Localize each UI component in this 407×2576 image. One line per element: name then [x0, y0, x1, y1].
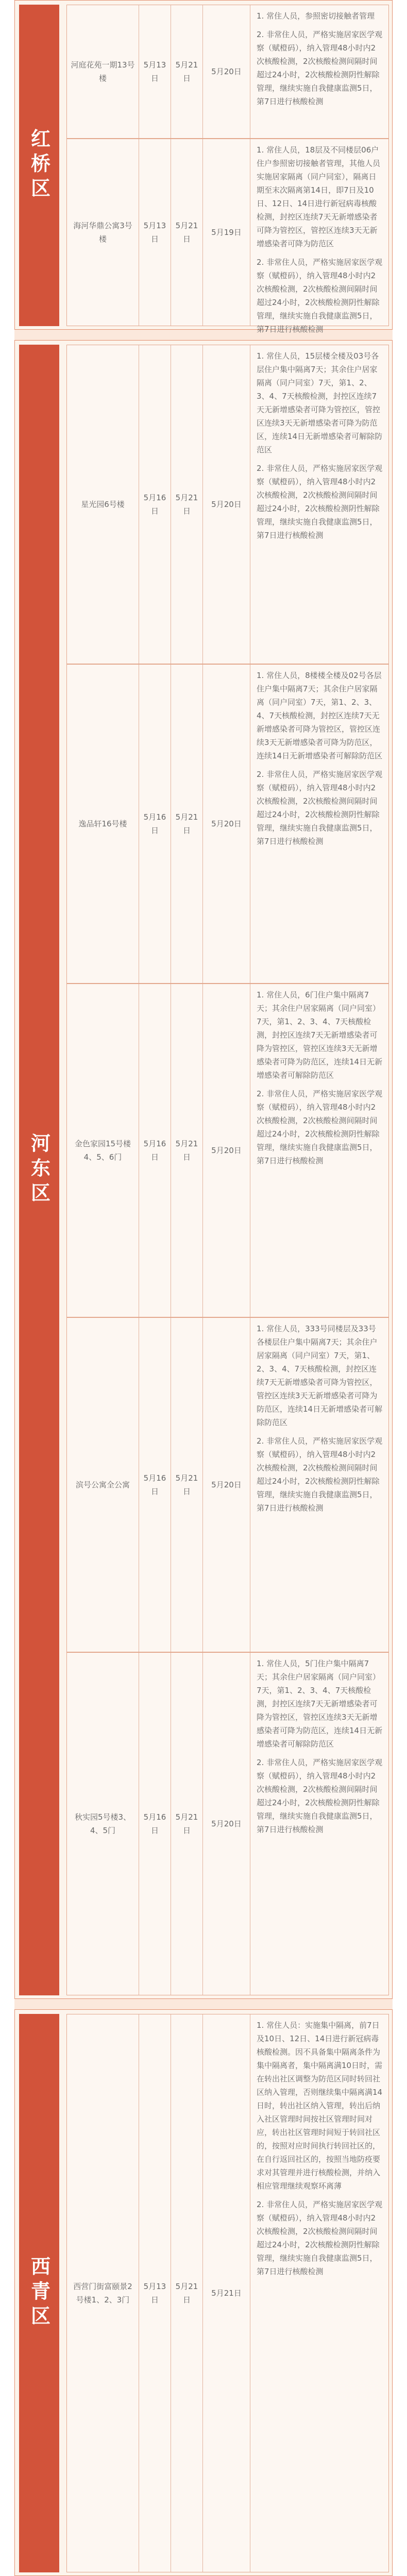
address-cell: 西营门街富颐景2号楼1、2、3门 [67, 2014, 139, 2572]
date-cell: 5月21日 [171, 1653, 203, 1995]
address-cell: 金色家园15号楼4、5、6门 [67, 984, 139, 1317]
measure-text: 2. 非常住人员，严格实施居家医学观察（赋橙码），纳入管理48小时内2次核酸检测，2次核酸检测间隔时间超过24小时，2次核酸检测阴性解除管理，继续实施自我健康监测5日，第7日进行核酸检测 [257, 1089, 383, 1165]
table-row [66, 345, 389, 664]
measures-cell [250, 1318, 389, 1652]
date-cell: 5月21日 [171, 5, 203, 138]
address-cell: 星光园6号楼 [67, 345, 139, 664]
date-cell: 5月13日 [139, 5, 171, 138]
table-frame [14, 0, 393, 2576]
measure-text: 1. 常住人员，5门住户集中隔离7天；其余住户居家隔离（同户同室）7天，第1、2、3、4、7天核酸检测，封控区连续7天无新增感染者可降为管控区，管控区连续3天无新增感染者可降为防范区，连续14日无新增感染者可解除防范区 [257, 1659, 383, 1749]
district-label: 红桥区 [19, 5, 59, 326]
measures-cell [250, 984, 389, 1317]
date-cell: 5月20日 [203, 1318, 250, 1652]
district-label: 西青区 [19, 2014, 59, 2572]
address-cell: 滨号公寓全公寓 [67, 1318, 139, 1652]
district-label: 河东区 [19, 345, 59, 1995]
date-cell: 5月16日 [139, 345, 171, 664]
measures-cell [250, 1653, 389, 1995]
measures-cell [250, 345, 389, 664]
table-row [66, 1652, 389, 1995]
date-cell: 5月21日 [171, 665, 203, 983]
measure-text: 2. 非常住人员，严格实施居家医学观察（赋橙码），纳入管理48小时内2次核酸检测，2次核酸检测间隔时间超过24小时，2次核酸检测阴性解除管理，继续实施自我健康监测5日，第7日进行核酸检测 [257, 464, 383, 540]
measure-text: 1. 常住人员，6门住户集中隔离7天；其余住户居家隔离（同户同室）7天，第1、2、3、4、7天核酸检测，封控区连续7天无新增感染者可降为管控区，管控区连续3天无新增感染者可降为防范区，连续14日无新增感染者可解除防范区 [257, 990, 383, 1080]
table-row [66, 2014, 389, 2572]
measure-text: 1. 常住人员，参照密切接触者管理 [257, 11, 375, 21]
date-cell: 5月16日 [139, 1318, 171, 1652]
measures-cell [250, 665, 389, 983]
date-cell: 5月16日 [139, 665, 171, 983]
date-cell: 5月20日 [203, 5, 250, 138]
date-cell: 5月21日 [171, 2014, 203, 2572]
table-row [66, 5, 389, 139]
date-cell: 5月16日 [139, 1653, 171, 1995]
district-section [14, 2009, 393, 2576]
address-cell: 逸品轩16号楼 [67, 665, 139, 983]
date-cell: 5月21日 [171, 1318, 203, 1652]
date-cell: 5月13日 [139, 2014, 171, 2572]
measure-text: 1. 常住人员，18层及不同楼层06户住户参照密切接触者管理，其他人员实施居家隔离（同户同室），隔离日期至末次隔离第14日，即7日及10日、12日、14日进行新冠病毒核酸检测，封控区连续7天无新增感染者可降为管控区，管控区连续3天无新增感染者可降为防范区 [257, 145, 381, 248]
date-cell: 5月16日 [139, 984, 171, 1317]
date-cell: 5月13日 [139, 139, 171, 326]
district-section [14, 340, 393, 1999]
table-row [66, 664, 389, 984]
measure-text: 2. 非常住人员，严格实施居家医学观察（赋橙码），纳入管理48小时内2次核酸检测，2次核酸检测间隔时间超过24小时，2次核酸检测阴性解除管理，继续实施自我健康监测5日，第7日进行核酸检测 [257, 1758, 383, 1834]
measure-text: 2. 非常住人员，严格实施居家医学观察（赋橙码），纳入管理48小时内2次核酸检测，2次核酸检测间隔时间超过24小时，2次核酸检测阴性解除管理，继续实施自我健康监测5日，第7日进行核酸检测 [257, 258, 383, 334]
table-row [66, 1317, 389, 1652]
measure-text: 2. 非常住人员，严格实施居家医学观察（赋橙码），纳入管理48小时内2次核酸检测，2次核酸检测间隔时间超过24小时，2次核酸检测阴性解除管理，继续实施自我健康监测5日，第7日进行核酸检测 [257, 30, 383, 106]
measure-text: 2. 非常住人员，严格实施居家医学观察（赋橙码），纳入管理48小时内2次核酸检测，2次核酸检测间隔时间超过24小时，2次核酸检测阴性解除管理，继续实施自我健康监测5日，第7日进行核酸检测 [257, 2200, 383, 2276]
date-cell: 5月20日 [203, 665, 250, 983]
date-cell: 5月19日 [203, 139, 250, 326]
date-cell: 5月20日 [203, 1653, 250, 1995]
date-cell: 5月21日 [171, 345, 203, 664]
date-cell: 5月20日 [203, 984, 250, 1317]
measures-cell [250, 2014, 389, 2572]
measure-text: 1. 常住人员，8楼楼全楼及02号各层住户集中隔离7天；其余住户居家隔离（同户同室）7天，第1、2、3、4、7天核酸检测，封控区连续7天无新增感染者可降为管控区，管控区连续3天无新增感染者可降为防范区，连续14日无新增感染者可解除防范区 [257, 671, 383, 760]
date-cell: 5月21日 [203, 2014, 250, 2572]
address-cell: 秋实园5号楼3、4、5门 [67, 1653, 139, 1995]
address-cell: 海河华鼎公寓3号楼 [67, 139, 139, 326]
table-row [66, 139, 389, 334]
address-cell: 河庭花苑一期13号楼 [67, 5, 139, 138]
measures-cell [250, 139, 389, 334]
measure-text: 1. 常住人员，15层楼全楼及03号各层住户集中隔离7天；其余住户居家隔离（同户同室）7天，第1、2、3、4、7天核酸检测，封控区连续7天无新增感染者可降为管控区，管控区连续3天无新增感染者可降为防范区，连续14日无新增感染者可解除防范区 [257, 351, 383, 454]
date-cell: 5月21日 [171, 984, 203, 1317]
table-row [66, 984, 389, 1317]
measure-text: 2. 非常住人员，严格实施居家医学观察（赋橙码），纳入管理48小时内2次核酸检测，2次核酸检测间隔时间超过24小时，2次核酸检测阴性解除管理，继续实施自我健康监测5日，第7日进行核酸检测 [257, 1436, 383, 1513]
measure-text: 1. 常住人员：实施集中隔离，前7日及10日、12日、14日进行新冠病毒核酸检测。因不具备集中隔离条件为集中隔离者，集中隔离满10日时，需在转出社区调整为防范区同时转回社区纳入管理，否则继续集中隔离满14日时，转出社区纳入管理，转出后纳入社区管理时间按社区管理时间对应，转出社区管理时间短于转回社区的，按照对应时间执行转回社区的，在自行返回社区的，按照当地防疫要求对其管理并进行核酸检测，并纳入相应管理继续观察环离薄 [257, 2021, 383, 2191]
date-cell: 5月21日 [171, 139, 203, 326]
district-section [14, 0, 393, 334]
date-cell: 5月20日 [203, 345, 250, 664]
measure-text: 1. 常住人员，333号同楼层及33号各楼层住户集中隔离7天；其余住户居家隔离（同户同室）7天，第1、2、3、4、7天核酸检测，封控区连续7天无新增感染者可降为管控区，管控区连续3天无新增感染者可降为防范区，连续14日无新增感染者可解除防范区 [257, 1324, 383, 1427]
measure-text: 2. 非常住人员，严格实施居家医学观察（赋橙码），纳入管理48小时内2次核酸检测，2次核酸检测间隔时间超过24小时，2次核酸检测阴性解除管理，继续实施自我健康监测5日，第7日进行核酸检测 [257, 770, 383, 846]
measures-cell [250, 5, 389, 138]
